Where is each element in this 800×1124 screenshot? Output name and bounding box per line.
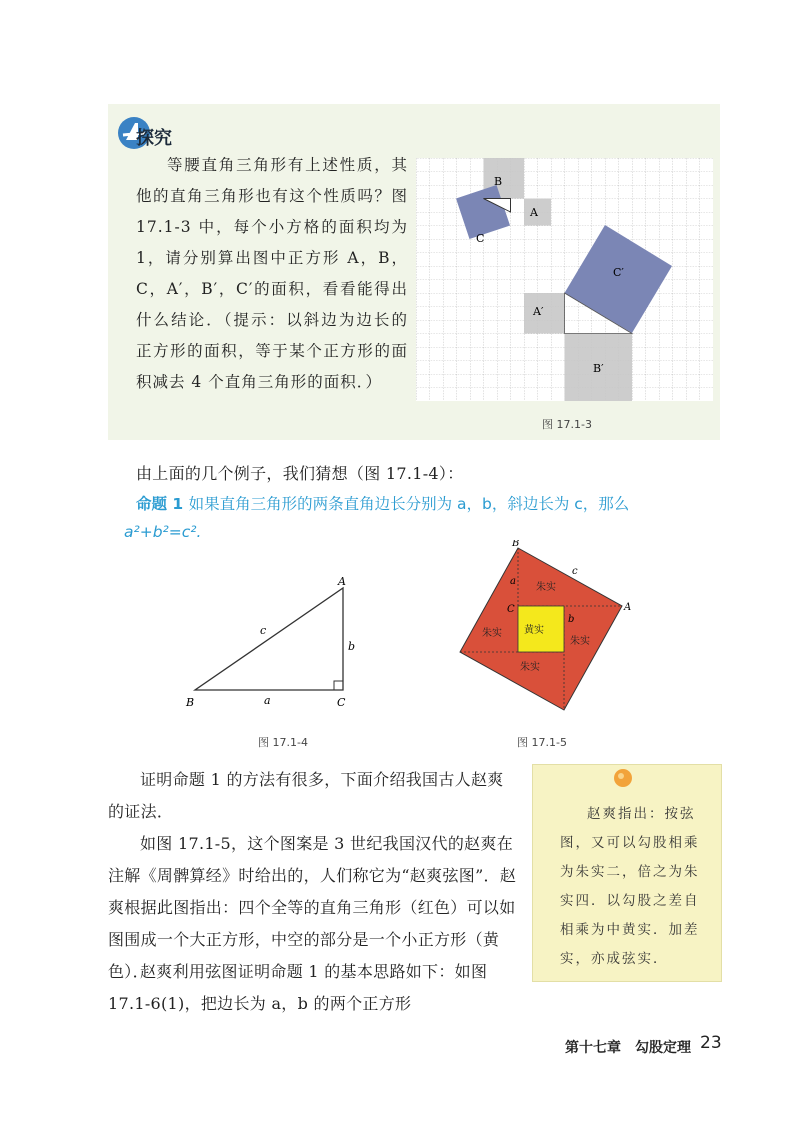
vertex-C: C xyxy=(507,604,515,615)
proposition-label: 命题 1 xyxy=(136,495,184,513)
figure-17-1-4-caption: 图 17.1-4 xyxy=(258,736,308,749)
footer-chapter: 第十七章 勾股定理 xyxy=(565,1040,691,1056)
body-paragraph-3: 赵爽利用弦图证明命题 1 的基本思路如下：如图 17.1-6(1)，把边长为 a，b 的两个正方形 xyxy=(108,962,488,1013)
label-C: C xyxy=(476,232,485,245)
figure-17-1-5-caption: 图 17.1-5 xyxy=(517,736,567,749)
red-label-left: 朱实 xyxy=(482,628,502,639)
side-a: a xyxy=(510,576,516,587)
label-B: B xyxy=(494,175,503,188)
vertex-C: C xyxy=(337,696,346,709)
page-number: 23 xyxy=(700,1033,722,1053)
proposition-formula: a²+b²=c². xyxy=(124,523,202,541)
body-paragraph-1: 证明命题 1 的方法有很多，下面介绍我国古人赵爽的证法． xyxy=(108,770,504,821)
label-A-prime: A′ xyxy=(533,305,544,318)
proposition-text: 如果直角三角形的两条直角边长分别为 a，b，斜边长为 c，那么 xyxy=(188,495,630,513)
margin-note-text: 赵爽指出：按弦图，又可以勾股相乘为朱实二，倍之为朱实四．以勾股之差自相乘为中黄实．加差实，亦成弦实． xyxy=(560,806,700,967)
label-A: A xyxy=(530,206,538,219)
vertex-A: A xyxy=(624,602,632,613)
side-b: b xyxy=(568,614,575,625)
vertex-B: B xyxy=(512,540,520,549)
figure-17-1-3 xyxy=(416,158,714,410)
explore-paragraph: 等腰直角三角形有上述性质，其他的直角三角形也有这个性质吗？图 17.1-3 中，每个小方格的面积均为 1，请分别算出图中正方形 A，B，C，A′，B′，C′的面积，看看能得出什么结论．（提示：以斜边为边长的正方形的面积，等于某个正方形的面积减去 4 个直角三角形的面积．） xyxy=(136,156,408,391)
figure-17-1-5 xyxy=(452,540,642,726)
body-paragraph-2: 如图 17.1-5，这个图案是 3 世纪我国汉代的赵爽在注解《周髀算经》时给出的，人们称它为“赵爽弦图”．赵爽根据此图指出：四个全等的直角三角形（红色）可以如图围成一个大正方形，中空的部分是一个小正方形（黄色）． xyxy=(108,834,517,981)
figure-17-1-3-caption: 图 17.1-3 xyxy=(542,418,592,431)
side-b: b xyxy=(348,640,356,653)
square-A-prime xyxy=(524,293,565,334)
proposition-1 xyxy=(136,488,736,520)
red-label-right: 朱实 xyxy=(570,636,590,647)
vertex-B: B xyxy=(186,696,195,709)
vertex-A: A xyxy=(338,575,346,588)
red-label-top: 朱实 xyxy=(536,582,556,593)
explore-title: 探究 xyxy=(136,128,172,149)
label-C-prime: C′ xyxy=(613,266,624,279)
yellow-label: 黄实 xyxy=(524,625,544,636)
side-c: c xyxy=(572,566,578,577)
red-label-bottom: 朱实 xyxy=(520,662,540,673)
label-B-prime: B′ xyxy=(593,362,604,375)
pin-icon xyxy=(611,766,635,790)
figure-17-1-4 xyxy=(180,572,380,712)
intro-text: 由上面的几个例子，我们猜想（图 17.1-4）： xyxy=(136,464,464,483)
side-a: a xyxy=(264,694,271,707)
side-c: c xyxy=(260,624,267,637)
